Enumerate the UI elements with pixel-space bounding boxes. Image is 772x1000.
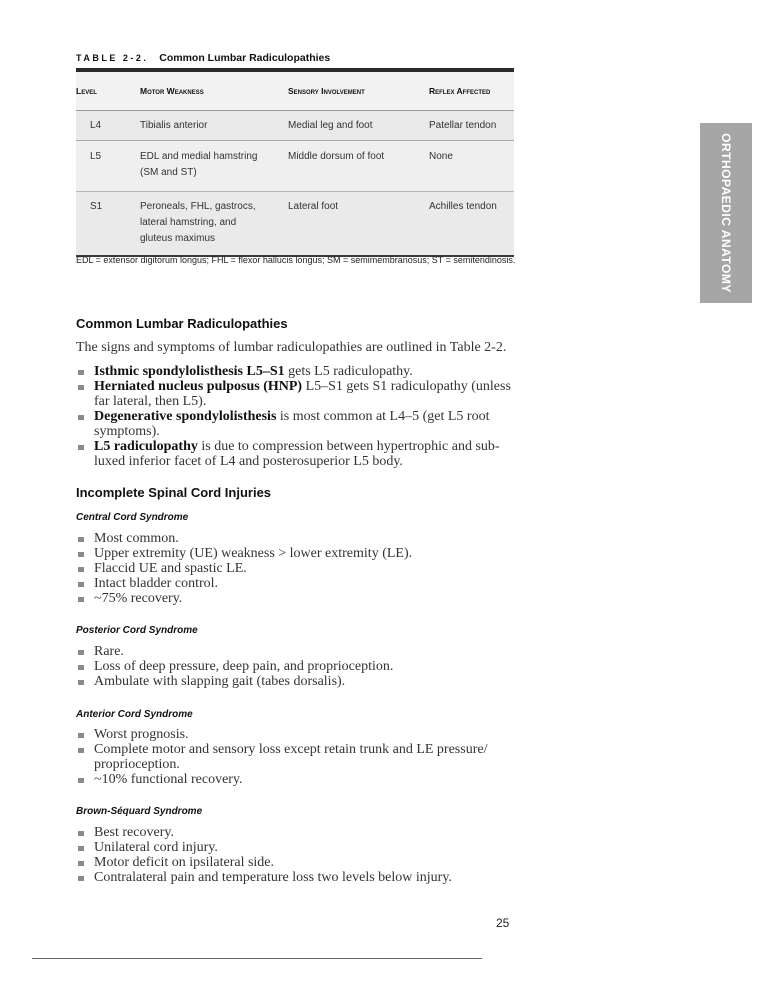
list-item: Motor deficit on ipsilateral side. <box>76 855 521 870</box>
list-item: Contralateral pain and temperature loss two levels below injury. <box>76 870 521 885</box>
list-item-text: is due to compression between hypertrophic and sub-luxed inferior facet of L4 and posterosuperior L5 body. <box>94 439 500 469</box>
cell-level: L4 <box>90 120 102 131</box>
radiculopathy-table <box>76 68 514 257</box>
list-item-term: L5 radiculopathy <box>94 439 198 454</box>
central-cord-list <box>76 531 521 606</box>
list-item-term: Isthmic spondylolisthesis L5–S1 <box>94 364 285 379</box>
list-item <box>76 409 521 439</box>
list-item: Most common. <box>76 531 521 546</box>
list-item: Best recovery. <box>76 825 521 840</box>
list-item-term: Degenerative spondylolisthesis <box>94 409 277 424</box>
page-number: 25 <box>496 916 510 930</box>
section-heading-radiculopathies: Common Lumbar Radiculopathies <box>76 316 288 331</box>
list-item: Complete motor and sensory loss except retain trunk and LE pressure/ proprioception. <box>76 742 521 772</box>
list-item: Rare. <box>76 644 521 659</box>
list-item-text: is most common at L4–5 (get L5 root symptoms). <box>94 409 490 439</box>
table-caption <box>76 52 330 64</box>
cell-reflex: None <box>429 151 453 162</box>
cell-motor: Tibialis anterior <box>140 120 208 131</box>
table-footnote: EDL = extensor digitorum longus; FHL = flexor hallucis longus; SM = semimembranosus; ST = semitendinosis. <box>76 255 516 265</box>
list-item: Intact bladder control. <box>76 576 521 591</box>
side-tab-label: ORTHOPAEDIC ANATOMY <box>719 133 733 293</box>
list-item: Ambulate with slapping gait (tabes dorsalis). <box>76 674 521 689</box>
table-title: Common Lumbar Radiculopathies <box>159 52 331 64</box>
chapter-side-tab <box>700 123 752 303</box>
subheading-anterior-cord: Anterior Cord Syndrome <box>76 709 193 720</box>
table-header-row <box>76 72 514 110</box>
cell-sensory: Medial leg and foot <box>288 120 373 131</box>
anterior-cord-list <box>76 727 521 787</box>
list-item: Worst prognosis. <box>76 727 521 742</box>
table-row <box>76 191 514 255</box>
header-motor: Motor Weakness <box>140 86 204 96</box>
list-item <box>76 379 521 409</box>
cell-sensory: Lateral foot <box>288 201 339 212</box>
subheading-brown-sequard: Brown-Séquard Syndrome <box>76 806 203 817</box>
brown-sequard-list <box>76 825 521 885</box>
table-row <box>76 140 514 191</box>
footer-rule <box>32 958 482 959</box>
section-heading-spinal-cord: Incomplete Spinal Cord Injuries <box>76 485 272 500</box>
cell-level: L5 <box>90 151 102 162</box>
list-item: Flaccid UE and spastic LE. <box>76 561 521 576</box>
header-level: Level <box>76 86 97 96</box>
list-item-term: Herniated nucleus pulposus (HNP) <box>94 379 303 394</box>
header-sensory: Sensory Involvement <box>288 86 365 96</box>
list-item-text: L5–S1 gets S1 radiculopathy (unless far lateral, then L5). <box>94 379 511 409</box>
list-item-text: gets L5 radiculopathy. <box>284 364 413 379</box>
list-item <box>76 364 521 379</box>
list-item: Upper extremity (UE) weakness > lower extremity (LE). <box>76 546 521 561</box>
cell-motor: EDL and medial hamstring (SM and ST) <box>140 151 258 178</box>
cell-sensory: Middle dorsum of foot <box>288 151 385 162</box>
list-item: Loss of deep pressure, deep pain, and proprioception. <box>76 659 521 674</box>
cell-reflex: Patellar tendon <box>429 120 497 131</box>
list-item <box>76 439 521 469</box>
table-label: TABLE 2-2. <box>76 53 149 63</box>
cell-level: S1 <box>90 201 103 212</box>
posterior-cord-list <box>76 644 521 689</box>
section-intro: The signs and symptoms of lumbar radiculopathies are outlined in Table 2-2. <box>76 340 507 355</box>
table-row <box>76 110 514 140</box>
radiculopathy-list <box>76 364 521 469</box>
cell-motor: Peroneals, FHL, gastrocs, lateral hamstring, and gluteus maximus <box>140 201 256 244</box>
header-reflex: Reflex Affected <box>429 86 491 96</box>
subheading-posterior-cord: Posterior Cord Syndrome <box>76 625 198 636</box>
list-item: Unilateral cord injury. <box>76 840 521 855</box>
cell-reflex: Achilles tendon <box>429 201 497 212</box>
subheading-central-cord: Central Cord Syndrome <box>76 512 189 523</box>
list-item: ~75% recovery. <box>76 591 521 606</box>
list-item: ~10% functional recovery. <box>76 772 521 787</box>
